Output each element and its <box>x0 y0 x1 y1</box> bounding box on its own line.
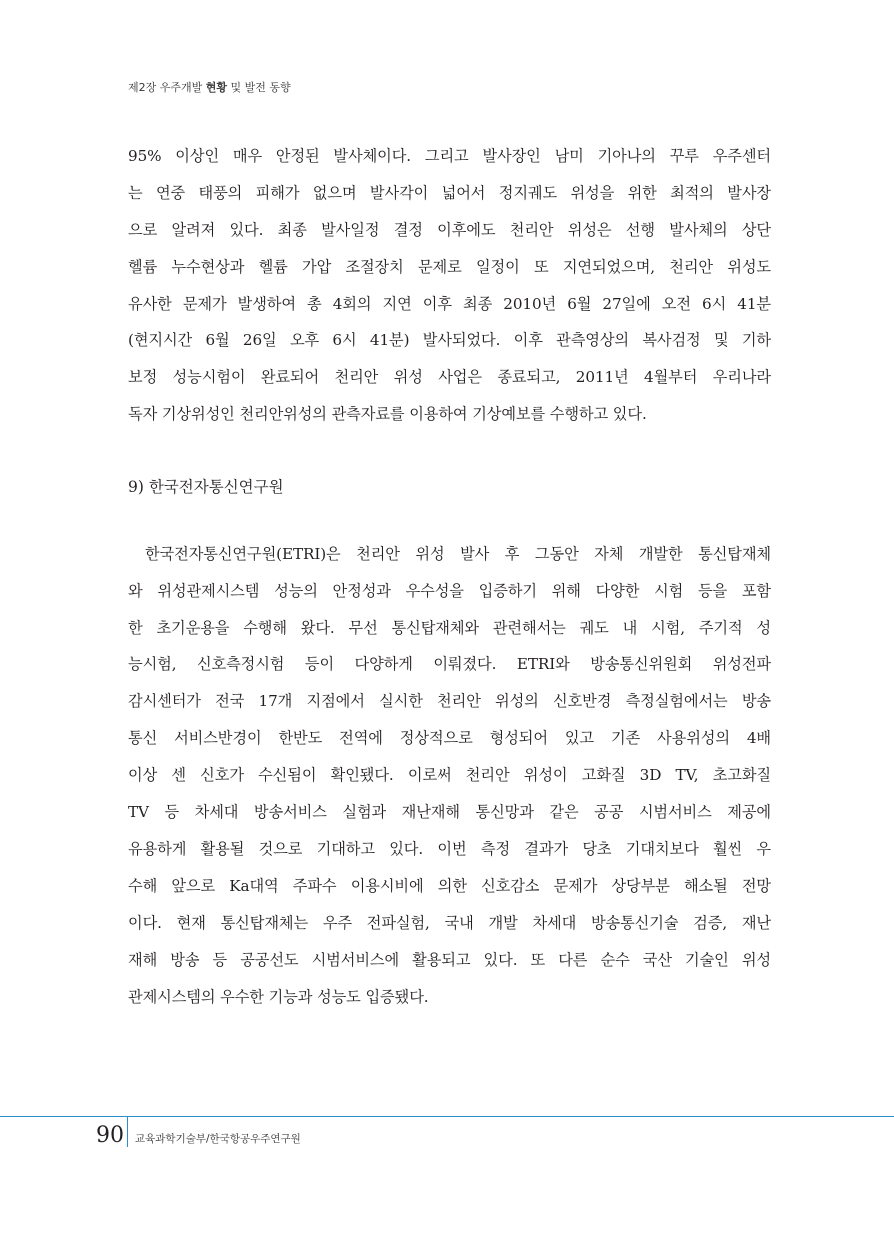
running-header <box>128 79 291 95</box>
paragraph-line: 관제시스템의 우수한 기능과 성능도 입증됐다. <box>128 988 429 1006</box>
paragraph-line: 이다. 현재 통신탑재체는 우주 전파실험, 국내 개발 차세대 방송통신기술 검증, 재난 <box>128 914 771 932</box>
paragraph-line: (현지시간 6월 26일 오후 6시 41분) 발사되었다. 이후 관측영상의 복사검정 및 기하 <box>128 331 771 349</box>
paragraph-line: 유용하게 활용될 것으로 기대하고 있다. 이번 측정 결과가 당초 기대치보다 훨씬 우 <box>128 840 771 858</box>
chapter-title-suffix: 및 발전 동향 <box>227 81 291 94</box>
paragraph-line: 능시험, 신호측정시험 등이 다양하게 이뤄졌다. ETRI와 방송통신위원회 위성전파 <box>128 655 771 673</box>
paragraph-line: 통신 서비스반경이 한반도 전역에 정상적으로 형성되어 있고 기존 사용위성의 4배 <box>128 729 771 747</box>
paragraph-line: 감시센터가 전국 17개 지점에서 실시한 천리안 위성의 신호반경 측정실험에서는 방송 <box>128 692 771 710</box>
chapter-title-prefix: 제2장 우주개발 <box>128 81 206 94</box>
paragraph-line: 이상 센 신호가 수신됨이 확인됐다. 이로써 천리안 위성이 고화질 3D TV, 초고화질 <box>128 766 771 784</box>
paragraph-line: 는 연중 태풍의 피해가 없으며 발사각이 넓어서 정지궤도 위성을 위한 최적의 발사장 <box>128 184 771 202</box>
footer-publisher: 교육과학기술부/한국항공우주연구원 <box>135 1133 301 1145</box>
paragraph-line: 재해 방송 등 공공선도 시범서비스에 활용되고 있다. 또 다른 순수 국산 기술인 위성 <box>128 951 771 969</box>
paragraph-line: 한 초기운용을 수행해 왔다. 무선 통신탑재체와 관련해서는 궤도 내 시험, 주기적 성 <box>128 619 771 637</box>
footer-rule <box>0 1116 894 1117</box>
paragraph-line: 95% 이상인 매우 안정된 발사체이다. 그리고 발사장인 남미 기아나의 꾸루 우주센터 <box>128 147 771 165</box>
footer-divider <box>127 1117 128 1147</box>
paragraph-line: 유사한 문제가 발생하여 총 4회의 지연 이후 최종 2010년 6월 27일에 오전 6시 41분 <box>128 295 771 313</box>
paragraph-line: 헬륨 누수현상과 헬륨 가압 조절장치 문제로 일정이 또 지연되었으며, 천리안 위성도 <box>128 258 771 276</box>
paragraph-line: 보정 성능시험이 완료되어 천리안 위성 사업은 종료되고, 2011년 4월부터 우리나라 <box>128 368 771 386</box>
page-number: 90 <box>96 1123 124 1148</box>
paragraph-line: 수해 앞으로 Ka대역 주파수 이용시비에 의한 신호감소 문제가 상당부분 해소될 전망 <box>128 877 771 895</box>
chapter-title-bold: 현황 <box>205 81 228 94</box>
paragraph-line: 독자 기상위성인 천리안위성의 관측자료를 이용하여 기상예보를 수행하고 있다. <box>128 405 647 423</box>
paragraph-line: TV 등 차세대 방송서비스 실험과 재난재해 통신망과 같은 공공 시범서비스 제공에 <box>128 803 771 821</box>
paragraph-line: 한국전자통신연구원(ETRI)은 천리안 위성 발사 후 그동안 자체 개발한 통신탑재체 <box>145 545 771 563</box>
paragraph-line: 으로 알려져 있다. 최종 발사일정 결정 이후에도 천리안 위성은 선행 발사체의 상단 <box>128 221 771 239</box>
section-heading: 9) 한국전자통신연구원 <box>128 478 284 496</box>
paragraph-line: 와 위성관제시스템 성능의 안정성과 우수성을 입증하기 위해 다양한 시험 등을 포함 <box>128 582 771 600</box>
